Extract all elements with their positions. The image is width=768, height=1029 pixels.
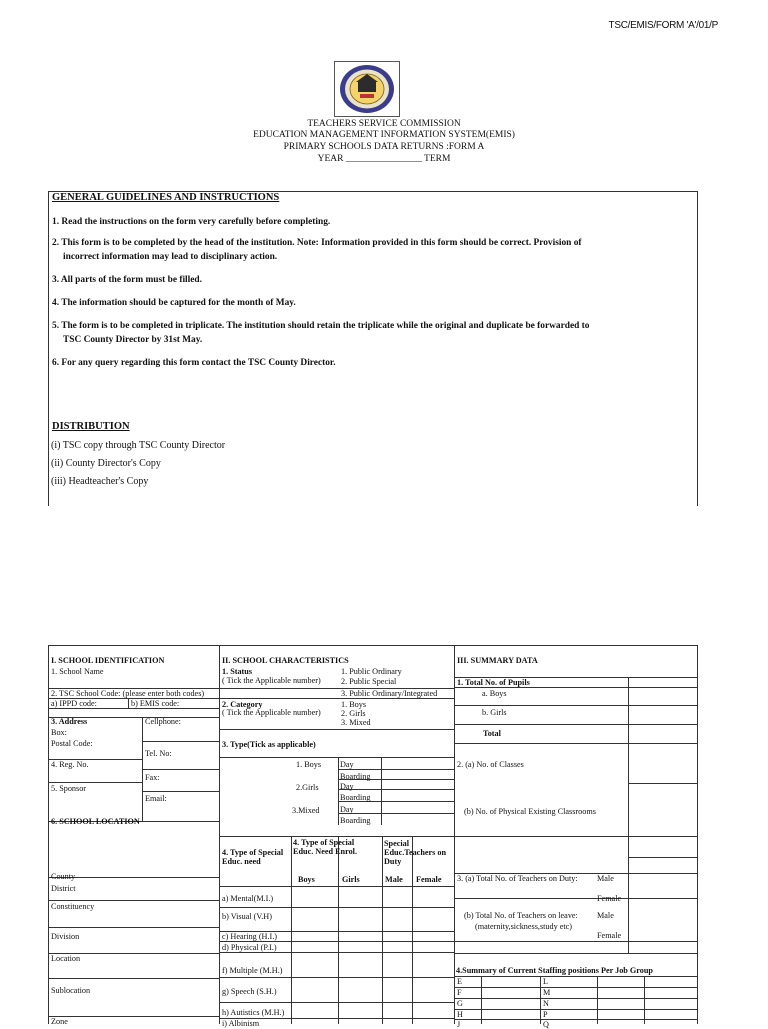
- status-option: 2. Public Special: [341, 677, 397, 686]
- teachers-leave-note: (maternity,sickness,study etc): [475, 922, 573, 931]
- boarding-option: Boarding: [340, 816, 371, 825]
- distribution-item: (ii) County Director's Copy: [51, 458, 161, 469]
- status-option: 3. Public Ordinary/Integrated: [341, 689, 438, 698]
- sen-need-row: a) Mental(M.I.): [222, 894, 274, 903]
- col-girls: Girls: [342, 875, 360, 884]
- status-option: 1. Public Ordinary: [341, 667, 402, 676]
- district-label: District: [51, 884, 76, 893]
- sen-need-row: c) Hearing (H.I.): [222, 932, 278, 941]
- guidelines-title: GENERAL GUIDELINES AND INSTRUCTIONS: [52, 192, 280, 203]
- boarding-option: Day: [340, 782, 354, 791]
- col-male: Male: [385, 875, 403, 884]
- category-option: 1. Boys: [341, 700, 367, 709]
- tsc-code-label: 2. TSC School Code: (please enter both codes): [51, 689, 205, 698]
- boarding-option: Boarding: [340, 793, 371, 802]
- category-label: 2. Category: [222, 700, 263, 709]
- sublocation-label: Sublocation: [51, 986, 91, 995]
- sen-need-row: g) Speech (S.H.): [222, 987, 277, 996]
- sen-teachers-header: Special Educ.Teachers on Duty: [384, 839, 447, 866]
- header-subtitle: EDUCATION MANAGEMENT INFORMATION SYSTEM(EMIS): [253, 130, 515, 140]
- guideline-item: 5. The form is to be completed in triplicate. The institution should retain the triplicate while the original and duplicate be forwarded to: [52, 321, 590, 331]
- job-group-label: L: [543, 977, 549, 986]
- zone-label: Zone: [51, 1017, 68, 1026]
- teachers-leave-male: Male: [597, 911, 614, 920]
- guideline-item: 6. For any query regarding this form contact the TSC County Director.: [52, 358, 336, 368]
- total-pupils-label: 1. Total No. of Pupils: [457, 678, 530, 687]
- sen-need-row: h) Autistics (M.H.): [222, 1008, 285, 1017]
- col-female: Female: [416, 875, 442, 884]
- pupils-girls-label: b. Girls: [482, 708, 507, 717]
- reg-no-label: 4. Reg. No.: [51, 760, 89, 769]
- teachers-leave-label: (b) Total No. of Teachers on leave:: [464, 911, 578, 920]
- type-mixed: 3.Mixed: [292, 806, 320, 815]
- staffing-summary-label: 4.Summary of Current Staffing positions Per Job Group: [456, 966, 653, 975]
- sen-need-row: d) Physical (P.I.): [222, 943, 277, 952]
- ippd-code-label: a) IPPD code:: [51, 699, 97, 708]
- tsc-logo: [334, 61, 400, 117]
- email-label: Email:: [145, 794, 167, 803]
- teachers-duty-male: Male: [597, 874, 614, 883]
- guideline-item: 2. This form is to be completed by the head of the institution. Note: Information provided in this form should be correct. Provision of: [52, 238, 582, 248]
- pupils-total-label: Total: [483, 729, 501, 738]
- box-label: Box:: [51, 728, 67, 737]
- guideline-item: 4. The information should be captured for the month of May.: [52, 298, 296, 308]
- sen-need-row: i) Albinism: [222, 1019, 260, 1028]
- category-tick-note: ( Tick the Applicable number): [222, 708, 321, 717]
- sen-enrol-header: 4. Type of Special Educ. Need Enrol.: [293, 838, 357, 856]
- category-option: 3. Mixed: [341, 718, 371, 727]
- teachers-leave-female: Female: [597, 931, 622, 940]
- job-group-label: H: [457, 1010, 463, 1019]
- boarding-option: Boarding: [340, 772, 371, 781]
- col-boys: Boys: [298, 875, 315, 884]
- guidelines-box: [48, 191, 698, 506]
- cellphone-label: Cellphone:: [145, 717, 181, 726]
- type-boys: 1. Boys: [296, 760, 322, 769]
- postal-code-label: Postal Code:: [51, 739, 93, 748]
- teachers-duty-female: Female: [597, 894, 622, 903]
- school-data-table: [48, 645, 698, 1029]
- distribution-item: (i) TSC copy through TSC County Director: [51, 440, 226, 451]
- type-label: 3. Type(Tick as applicable): [222, 740, 316, 749]
- section-summary-data: III. SUMMARY DATA: [457, 656, 538, 665]
- job-group-label: J: [457, 1020, 461, 1029]
- section-school-location: 6. SCHOOL LOCATION: [51, 817, 140, 826]
- header-year-term: YEAR ________________ TERM: [317, 154, 451, 164]
- sen-type-header: 4. Type of Special Educ. need: [222, 848, 284, 866]
- classes-label: 2. (a) No. of Classes: [457, 760, 524, 769]
- school-name-label: 1. School Name: [51, 667, 104, 676]
- job-group-label: M: [543, 988, 551, 997]
- header-form-name: PRIMARY SCHOOLS DATA RETURNS :FORM A: [283, 142, 485, 152]
- status-label: 1. Status: [222, 667, 253, 676]
- form-code: TSC/EMIS/FORM 'A'/01/P: [608, 20, 718, 31]
- tel-label: Tel. No:: [145, 749, 172, 758]
- section-school-characteristics: II. SCHOOL CHARACTERISTICS: [222, 656, 349, 665]
- constituency-label: Constituency: [51, 902, 95, 911]
- emis-code-label: b) EMIS code:: [131, 699, 180, 708]
- classrooms-label: (b) No. of Physical Existing Classrooms: [464, 807, 596, 816]
- address-label: 3. Address: [51, 717, 88, 726]
- teachers-duty-label: 3. (a) Total No. of Teachers on Duty:: [457, 874, 578, 883]
- sen-need-row: b) Visual (V.H): [222, 912, 272, 921]
- division-label: Division: [51, 932, 80, 941]
- boarding-option: Day: [340, 805, 354, 814]
- county-label: County: [51, 872, 76, 881]
- category-option: 2. Girls: [341, 709, 366, 718]
- job-group-label: N: [543, 999, 549, 1008]
- job-group-label: P: [543, 1010, 548, 1019]
- boarding-option: Day: [340, 760, 354, 769]
- guideline-item: incorrect information may lead to disciplinary action.: [63, 252, 278, 262]
- header-title: TEACHERS SERVICE COMMISSION: [307, 119, 461, 129]
- guideline-item: 1. Read the instructions on the form very carefully before completing.: [52, 217, 331, 227]
- section-school-identification: I. SCHOOL IDENTIFICATION: [51, 656, 165, 665]
- job-group-label: G: [457, 999, 463, 1008]
- guideline-item: TSC County Director by 31st May.: [63, 335, 203, 345]
- sen-need-row: f) Multiple (M.H.): [222, 966, 283, 975]
- fax-label: Fax:: [145, 773, 160, 782]
- job-group-label: Q: [543, 1020, 549, 1029]
- distribution-item: (iii) Headteacher's Copy: [51, 476, 149, 487]
- distribution-title: DISTRIBUTION: [52, 421, 130, 432]
- location-label: Location: [51, 954, 81, 963]
- job-group-label: E: [457, 977, 463, 986]
- job-group-label: F: [457, 988, 462, 997]
- type-girls: 2.Girls: [296, 783, 319, 792]
- guideline-item: 3. All parts of the form must be filled.: [52, 275, 202, 285]
- status-tick-note: ( Tick the Applicable number): [222, 676, 321, 685]
- pupils-boys-label: a. Boys: [482, 689, 507, 698]
- sponsor-label: 5. Sponsor: [51, 784, 87, 793]
